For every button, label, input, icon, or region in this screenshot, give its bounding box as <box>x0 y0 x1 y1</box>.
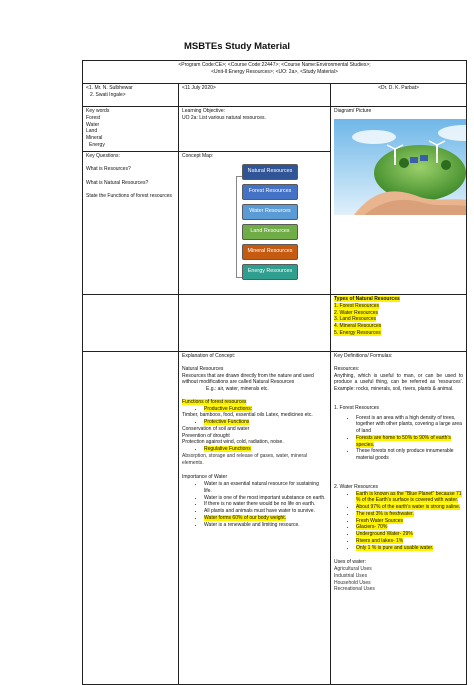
concept-node: Natural Resources <box>242 164 298 180</box>
list-item: • Water is a renewable and limiting resource. <box>204 522 327 529</box>
water-list <box>334 491 463 552</box>
study-material-table <box>82 60 467 685</box>
list-item: • About 97% of the earth's water is strong saline. <box>356 504 463 511</box>
list-item: • The rest 3% is freshwater. <box>356 511 463 518</box>
explanation-row <box>83 352 467 685</box>
protective-text-3: Protection against wind, cold, radiation, noise. <box>182 439 284 446</box>
list-item: • Rivers and lakes- 1% <box>356 538 463 545</box>
list-item: • Earth is known as the "Blue Planet" because 71 % of the Earth's surface is covered with water. <box>356 491 463 505</box>
use-item: Household Uses <box>334 579 371 586</box>
protective-list <box>182 419 327 426</box>
author-1: <1. Mr. N. Sulbhewar <box>86 85 133 91</box>
nr-text: Resources that are drawn directly from the nature and used without modifications are called Natural Resources <box>182 372 314 386</box>
header-row <box>83 61 467 84</box>
list-item: • Water forms 60% of our body weight. <box>204 515 327 522</box>
key-questions-heading: Key Questions: <box>86 153 120 159</box>
learning-objective-text: UO 2a: List various natural resources. <box>182 114 266 121</box>
diagram-heading: Diagram/ Picture <box>334 108 372 114</box>
productive-label: • Productive Functions: <box>204 406 327 413</box>
productive-list <box>182 406 327 413</box>
list-item: • Only 1 % is pure and usable water. <box>356 545 463 552</box>
regulative-text: Absorption, storage and release of gases, water, mineral elements. <box>182 452 308 466</box>
concept-node: Energy Resources <box>242 264 298 280</box>
protective-text-2: Prevention of drought <box>182 432 230 439</box>
water-heading: 2. Water Resources <box>334 483 378 490</box>
concept-node: Forest Resources <box>242 184 298 200</box>
explanation-heading: Explanation of Concept: <box>182 353 236 359</box>
keyword-item: Mineral <box>86 135 103 141</box>
list-item: • Glaciers- 70% <box>356 524 463 531</box>
authors-row <box>83 84 467 107</box>
page-title: MSBTEs Study Material <box>183 41 291 52</box>
list-item: • Forest is an area with a high density of trees, together with other plants, covering a large area of land <box>356 415 463 435</box>
list-item: • Water is an essential natural resource for sustaining life. <box>204 481 327 495</box>
productive-text: Timber, bamboos, food, essential oils Latex, medicines etc. <box>182 412 313 419</box>
question-3: State the Functions of forest resources <box>86 193 172 200</box>
list-item: • Forests are home to 50% to 90% of earth's species. <box>356 435 463 449</box>
concept-node: Water Resources <box>242 204 298 220</box>
author-2: 2. Swati Ingale> <box>90 91 126 98</box>
resources-heading: Resources: <box>334 365 360 372</box>
regulative-label: • Regulative Functions <box>204 446 327 453</box>
learning-objective-heading: Learning Objective: <box>182 108 226 114</box>
functions-heading: Functions of forest resources <box>182 398 247 405</box>
water-importance-list <box>182 481 327 528</box>
keywords-row <box>83 107 467 152</box>
keyword-item: Energy <box>89 141 105 148</box>
reviewer: <Dr. D. K. Parbat> <box>378 85 419 91</box>
header-line-1: <Program Code:CE>; <Course Code:22447>; <Course Name:Environmental Studies>; <box>178 62 371 68</box>
date: <11 July 2020> <box>182 85 216 91</box>
definitions-heading: Key Definitions/ Formulas: <box>334 353 393 359</box>
use-item: Agricultural Uses <box>334 566 372 572</box>
list-item: • Water is one of the most important substance on earth. <box>204 495 327 502</box>
header-line-2: <Unit-II:Energy Resources>; <UO: 2a>, <Study Material> <box>211 68 338 75</box>
keywords-heading: Key words <box>86 108 110 114</box>
list-item: • These forests not only produce innumerable material goods <box>356 448 463 462</box>
concept-node: Mineral Resources <box>242 244 298 260</box>
forest-heading: 1. Forest Resources <box>334 404 380 411</box>
concept-map <box>242 164 331 284</box>
keyword-item: Land <box>86 128 98 135</box>
list-item: • Underground Water- 29% <box>356 531 463 538</box>
keyword-item: Forest <box>86 114 101 121</box>
nr-heading: Natural Resources <box>182 365 224 372</box>
natural-resources-picture <box>334 119 467 215</box>
type-item: 2. Water Resources <box>334 309 378 316</box>
water-importance-heading: Importance of Water <box>182 474 228 481</box>
keyword-item: Water <box>86 121 100 128</box>
type-item: 3. Land Resources <box>334 316 376 323</box>
concept-node: Land Resources <box>242 224 298 240</box>
nr-example: E.g.: air, water, minerals etc. <box>206 386 269 392</box>
type-item: 1. Forest Resources <box>334 302 380 309</box>
protective-text-1: Conservation of soil and water <box>182 425 250 432</box>
type-item: 4. Mineral Resources <box>334 323 382 329</box>
concept-map-heading: Concept Map: <box>182 153 214 159</box>
earth-in-hand-image <box>334 119 467 215</box>
list-item: • All plants and animals must have water to survive. <box>204 508 327 515</box>
uses-heading: Uses of water: <box>334 559 366 566</box>
protective-label: • Protective Functions <box>204 419 327 426</box>
question-1: What is Resources? <box>86 165 131 172</box>
list-item: • If there is no water there would be no life on earth. <box>204 501 327 508</box>
use-item: Industrial Uses <box>334 572 368 579</box>
regulative-list <box>182 446 327 453</box>
forest-list <box>334 415 463 462</box>
list-item: • Fresh Water Sources <box>356 518 463 525</box>
question-2: What is Natural Resources? <box>86 179 149 186</box>
use-item: Recreational Uses <box>334 586 375 593</box>
resources-text: Anything, which is useful to man, or can be used to produce a useful thing, can be referred as 'resources'. Example: rocks, minerals, soil, rivers, plants & animal. <box>334 372 464 392</box>
types-heading: Types of Natural Resources <box>334 296 400 302</box>
type-item: 5. Energy Resources <box>334 329 381 336</box>
types-row <box>83 295 467 352</box>
